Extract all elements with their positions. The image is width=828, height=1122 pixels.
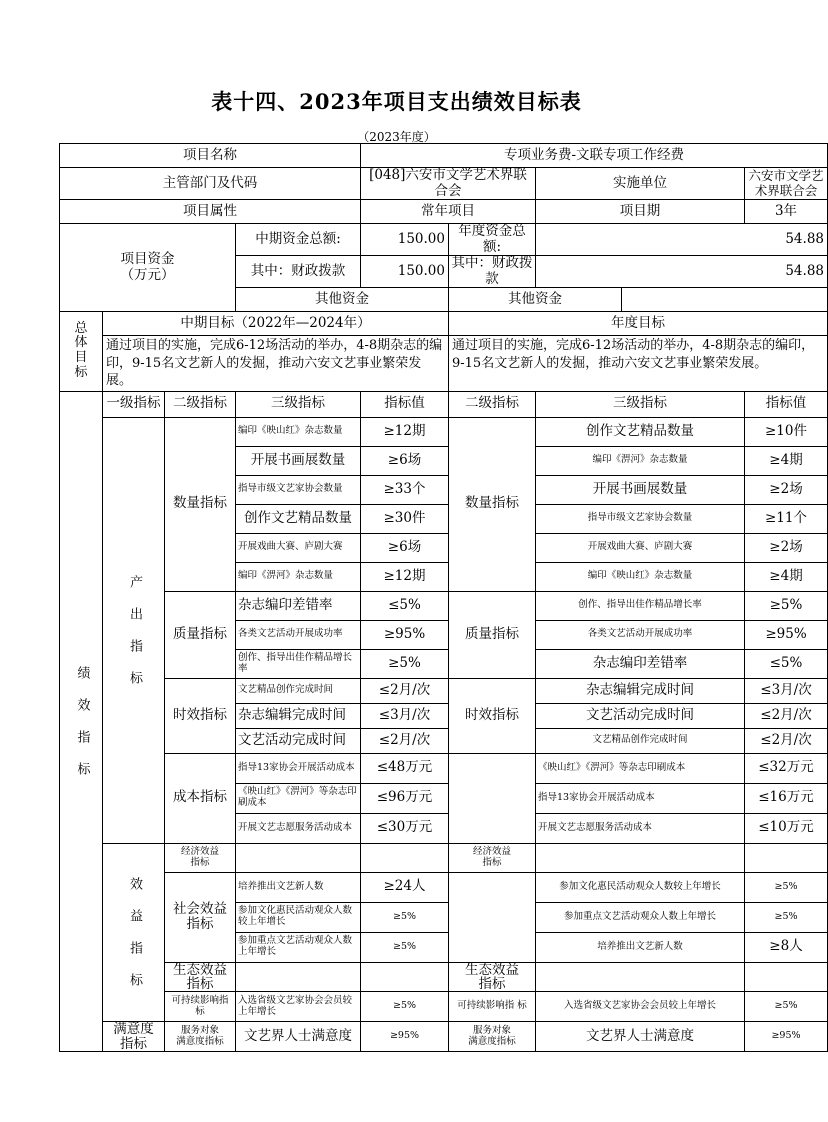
year-goal-header: 年度目标 (449, 312, 828, 336)
col-level1: 一级指标 (103, 391, 165, 417)
mid-indicator: 培养推出文艺新人数 (236, 872, 361, 902)
performance-table (59, 143, 828, 1052)
sustainable-label-year: 可持续影响指 标 (449, 992, 536, 1022)
year-indicator: 参加重点文艺活动观众人数上年增长 (536, 902, 745, 932)
year-value: ≥95% (745, 620, 828, 649)
mid-value: ≤96万元 (361, 783, 449, 813)
year-value: ≥5% (745, 902, 828, 932)
year-value (745, 962, 828, 991)
satisfaction-sub-label-year: 服务对象 满意度指标 (449, 1022, 536, 1052)
economic-label: 经济效益 指标 (165, 843, 236, 872)
mid-value: ≥12期 (361, 417, 449, 446)
year-indicator: 编印《映山红》杂志数量 (536, 562, 745, 591)
period-value: 3年 (745, 200, 828, 224)
year-indicator: 创作文艺精品数量 (536, 417, 745, 446)
ecological-label-year: 生态效益 指标 (449, 962, 536, 991)
mid-indicator: 开展书画展数量 (236, 446, 361, 475)
timeliness-label: 时效指标 (165, 678, 236, 753)
col-level2-year: 二级指标 (449, 391, 536, 417)
year-value: ≥11个 (745, 504, 828, 533)
mid-other-label: 其他资金 (236, 288, 449, 312)
mid-indicator: 文艺活动完成时间 (236, 728, 361, 753)
mid-value: ≥12期 (361, 562, 449, 591)
dept-value: [048]六安市文学艺术界联合会 (361, 168, 536, 200)
mid-value: ≥6场 (361, 446, 449, 475)
year-value: ≥5% (745, 591, 828, 620)
year-value: ≥2场 (745, 533, 828, 562)
mid-value (361, 843, 449, 872)
mid-value: ≥33个 (361, 475, 449, 504)
mid-indicator: 参加重点文艺活动观众人数上年增长 (236, 932, 361, 962)
mid-indicator: 参加文化惠民活动观众人数较上年增长 (236, 902, 361, 932)
mid-indicator: 编印《淠河》杂志数量 (236, 562, 361, 591)
mid-value: ≥5% (361, 649, 449, 678)
mid-goal-text: 通过项目的实施，完成6-12场活动的举办，4-8期杂志的编印，9-15名文艺新人的发掘，推动六安文艺事业繁荣发展。 (103, 336, 449, 392)
mid-value: ≥24人 (361, 872, 449, 902)
mid-goal-header: 中期目标（2022年—2024年） (103, 312, 449, 336)
output-indicator-label: 产 出 指 标 (103, 417, 165, 843)
mid-value: ≥95% (361, 1022, 449, 1052)
year-value: ≤10万元 (745, 813, 828, 843)
year-value: ≤32万元 (745, 753, 828, 783)
year-indicator (536, 962, 745, 991)
year-value: ≤16万元 (745, 783, 828, 813)
social-empty-year (449, 872, 536, 962)
quality-label: 质量指标 (165, 591, 236, 678)
page-subtitle: （2023年度） (357, 130, 436, 144)
mid-indicator: 创作、指导出佳作精品增长率 (236, 649, 361, 678)
year-value: ≥4期 (745, 562, 828, 591)
year-total-label: 年度资金总额: (449, 224, 536, 256)
year-value: ≤3月/次 (745, 678, 828, 703)
col-level2: 二级指标 (165, 391, 236, 417)
mid-value: ≥30件 (361, 504, 449, 533)
mid-indicator: 指导13家协会开展活动成本 (236, 753, 361, 783)
timeliness-label-year: 时效指标 (449, 678, 536, 753)
period-label: 项目期 (536, 200, 745, 224)
year-indicator: 开展戏曲大赛、庐剧大赛 (536, 533, 745, 562)
mid-indicator: 编印《映山红》杂志数量 (236, 417, 361, 446)
col-level3-year: 三级指标 (536, 391, 745, 417)
sustainable-label: 可持续影响指 标 (165, 992, 236, 1022)
year-other-label: 其他资金 (449, 288, 622, 312)
year-indicator: 编印《淠河》杂志数量 (536, 446, 745, 475)
mid-indicator: 杂志编辑完成时间 (236, 703, 361, 728)
year-indicator: 《映山红》《淠河》等杂志印刷成本 (536, 753, 745, 783)
year-indicator: 入选省级文艺家协会会员较上年增长 (536, 992, 745, 1022)
mid-value: ≥5% (361, 902, 449, 932)
year-indicator: 参加文化惠民活动观众人数较上年增长 (536, 872, 745, 902)
year-value: ≤2月/次 (745, 703, 828, 728)
cost-empty-year (449, 753, 536, 843)
year-indicator: 杂志编辑完成时间 (536, 678, 745, 703)
project-name-label: 项目名称 (60, 144, 361, 168)
year-value (745, 843, 828, 872)
benefit-indicator-label: 效 益 指 标 (103, 843, 165, 1021)
mid-indicator: 文艺界人士满意度 (236, 1022, 361, 1052)
year-value: ≥95% (745, 1022, 828, 1052)
project-name: 专项业务费-文联专项工作经费 (361, 144, 828, 168)
year-value: ≥5% (745, 992, 828, 1022)
funds-label: 项目资金 （万元） (60, 224, 236, 312)
year-value: ≥2场 (745, 475, 828, 504)
mid-indicator (236, 843, 361, 872)
satisfaction-label: 满意度 指标 (103, 1022, 165, 1052)
year-total: 54.88 (536, 224, 828, 256)
satisfaction-sub-label: 服务对象 满意度指标 (165, 1022, 236, 1052)
year-fin: 54.88 (536, 256, 828, 288)
year-indicator: 各类文艺活动开展成功率 (536, 620, 745, 649)
mid-fin: 150.00 (361, 256, 449, 288)
year-value: ≥8人 (745, 932, 828, 962)
mid-value: ≤5% (361, 591, 449, 620)
impl-label: 实施单位 (536, 168, 745, 200)
mid-indicator: 开展戏曲大赛、庐剧大赛 (236, 533, 361, 562)
year-value: ≥10件 (745, 417, 828, 446)
col-value: 指标值 (361, 391, 449, 417)
year-indicator: 开展文艺志愿服务活动成本 (536, 813, 745, 843)
social-label: 社会效益 指标 (165, 872, 236, 962)
year-indicator: 创作、指导出佳作精品增长率 (536, 591, 745, 620)
mid-value: ≤2月/次 (361, 678, 449, 703)
mid-value: ≥95% (361, 620, 449, 649)
year-other-value (622, 288, 828, 312)
mid-value: ≤30万元 (361, 813, 449, 843)
quantity-label: 数量指标 (165, 417, 236, 591)
mid-value: ≥5% (361, 932, 449, 962)
page-title: 表十四、2023年项目支出绩效目标表 (211, 89, 582, 114)
perf-indicator-label: 绩 效 指 标 (60, 391, 103, 1051)
col-level3: 三级指标 (236, 391, 361, 417)
attr-label: 项目属性 (60, 200, 361, 224)
year-indicator: 指导13家协会开展活动成本 (536, 783, 745, 813)
mid-fin-label: 其中：财政拨款 (236, 256, 361, 288)
mid-value (361, 962, 449, 991)
economic-label-year: 经济效益 指标 (449, 843, 536, 872)
year-indicator: 文艺界人士满意度 (536, 1022, 745, 1052)
mid-value: ≤2月/次 (361, 728, 449, 753)
mid-total: 150.00 (361, 224, 449, 256)
year-indicator: 培养推出文艺新人数 (536, 932, 745, 962)
mid-indicator: 文艺精品创作完成时间 (236, 678, 361, 703)
mid-indicator (236, 962, 361, 991)
col-value-year: 指标值 (745, 391, 828, 417)
year-value: ≥4期 (745, 446, 828, 475)
year-indicator: 指导市级文艺家协会数量 (536, 504, 745, 533)
mid-value: ≤48万元 (361, 753, 449, 783)
mid-indicator: 《映山红》《淠河》等杂志印刷成本 (236, 783, 361, 813)
quality-label-year: 质量指标 (449, 591, 536, 678)
year-indicator (536, 843, 745, 872)
mid-indicator: 各类文艺活动开展成功率 (236, 620, 361, 649)
mid-indicator: 杂志编印差错率 (236, 591, 361, 620)
dept-label: 主管部门及代码 (60, 168, 361, 200)
mid-indicator: 创作文艺精品数量 (236, 504, 361, 533)
year-value: ≤5% (745, 649, 828, 678)
attr-value: 常年项目 (361, 200, 536, 224)
year-goal-text: 通过项目的实施，完成6-12场活动的举办，4-8期杂志的编印，9-15名文艺新人的发掘，推动六安文艺事业繁荣发展。 (449, 336, 828, 392)
quantity-label-year: 数量指标 (449, 417, 536, 591)
year-value: ≤2月/次 (745, 728, 828, 753)
cost-label: 成本指标 (165, 753, 236, 843)
year-value: ≥5% (745, 872, 828, 902)
impl-value: 六安市文学艺术界联合会 (745, 168, 828, 200)
mid-indicator: 开展文艺志愿服务活动成本 (236, 813, 361, 843)
mid-value: ≤3月/次 (361, 703, 449, 728)
year-indicator: 杂志编印差错率 (536, 649, 745, 678)
mid-value: ≥5% (361, 992, 449, 1022)
year-indicator: 文艺活动完成时间 (536, 703, 745, 728)
mid-total-label: 中期资金总额: (236, 224, 361, 256)
year-indicator: 开展书画展数量 (536, 475, 745, 504)
mid-indicator: 指导市级文艺家协会数量 (236, 475, 361, 504)
year-fin-label: 其中：财政拨款 (449, 256, 536, 288)
ecological-label: 生态效益 指标 (165, 962, 236, 991)
goals-label: 总 体 目 标 (60, 312, 103, 392)
year-indicator: 文艺精品创作完成时间 (536, 728, 745, 753)
mid-value: ≥6场 (361, 533, 449, 562)
mid-indicator: 入选省级文艺家协会会员较上年增长 (236, 992, 361, 1022)
